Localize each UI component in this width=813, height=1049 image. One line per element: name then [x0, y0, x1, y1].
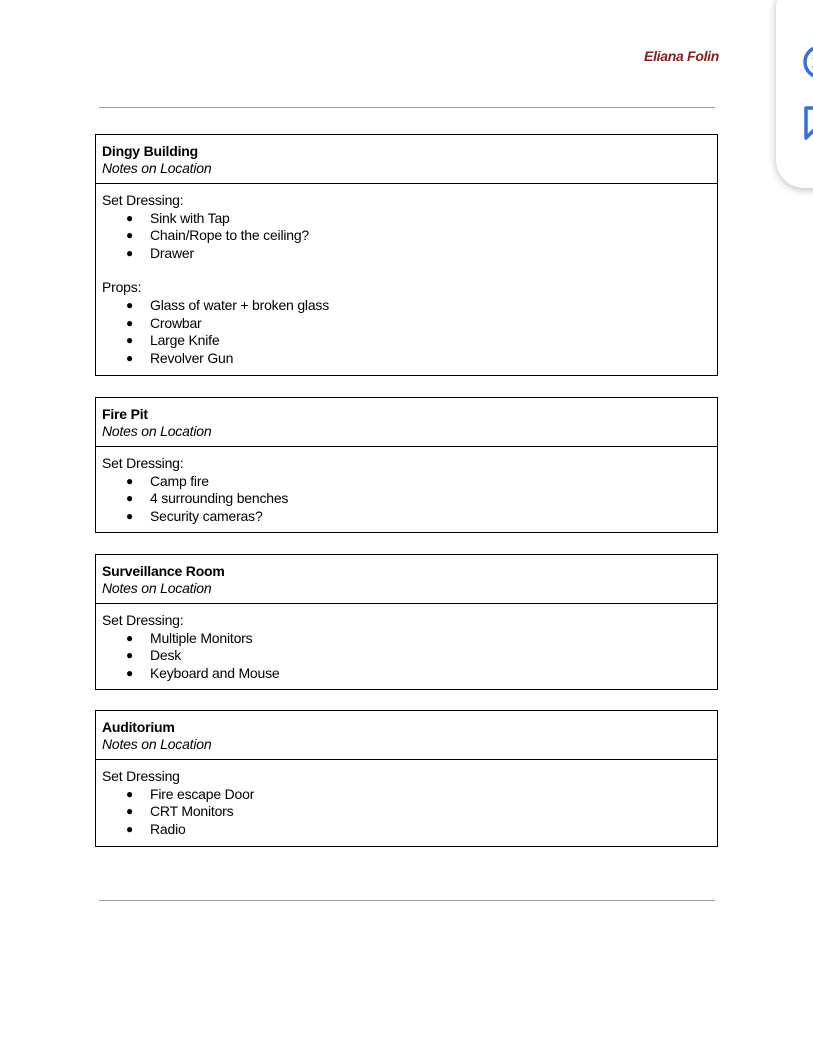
section-set-dressing	[102, 455, 711, 525]
list-item	[102, 473, 711, 491]
item-text: Fire escape Door	[150, 785, 255, 802]
bullet-icon: ●	[126, 508, 134, 523]
list-item	[102, 490, 711, 508]
location-notes: Notes on Location	[102, 423, 212, 439]
bullet-icon: ●	[126, 245, 134, 260]
item-list	[102, 630, 711, 683]
item-text: CRT Monitors	[150, 803, 234, 820]
item-text: Large Knife	[150, 332, 220, 349]
list-item	[102, 332, 711, 350]
bullet-icon: ●	[126, 665, 134, 680]
bullet-icon: ●	[126, 350, 134, 365]
location-body	[96, 184, 717, 373]
item-text: Crowbar	[150, 314, 202, 331]
add-comment-icon[interactable]	[796, 0, 813, 24]
section-title: Props:	[102, 279, 142, 296]
section-props	[102, 279, 711, 367]
bullet-icon: ●	[126, 210, 134, 225]
list-item	[102, 315, 711, 333]
list-item	[102, 227, 711, 245]
location-notes: Notes on Location	[102, 736, 212, 752]
list-item	[102, 647, 711, 665]
item-text: Multiple Monitors	[150, 629, 253, 646]
section-title: Set Dressing:	[102, 612, 184, 628]
author-name: Eliana Folin	[644, 48, 719, 64]
bullet-icon: ●	[126, 786, 134, 801]
list-item	[102, 508, 711, 526]
footer-divider	[99, 900, 715, 901]
location-table-dingy-building	[95, 134, 718, 376]
location-body	[96, 447, 717, 531]
bullet-icon: ●	[126, 297, 134, 312]
list-item	[102, 803, 711, 821]
location-header	[96, 398, 717, 447]
bullet-icon: ●	[126, 333, 134, 348]
location-header	[96, 555, 717, 604]
bullet-icon: ●	[126, 821, 134, 836]
item-text: 4 surrounding benches	[150, 490, 289, 507]
bullet-icon: ●	[126, 648, 134, 663]
item-text: Sink with Tap	[150, 209, 230, 226]
emoji-reaction-icon[interactable]	[796, 42, 813, 82]
item-text: Security cameras?	[150, 507, 263, 524]
location-name: Auditorium	[102, 719, 175, 735]
suggest-edit-icon[interactable]	[796, 102, 813, 142]
list-item	[102, 786, 711, 804]
bullet-icon: ●	[126, 804, 134, 819]
list-item	[102, 630, 711, 648]
location-table-auditorium	[95, 710, 718, 847]
location-notes: Notes on Location	[102, 580, 212, 596]
item-text: Camp fire	[150, 472, 209, 489]
header-divider	[99, 107, 715, 108]
section-set-dressing	[102, 192, 711, 262]
bullet-icon: ●	[126, 491, 134, 506]
list-item	[102, 821, 711, 839]
location-table-surveillance-room	[95, 554, 718, 690]
location-body	[96, 604, 717, 688]
item-text: Drawer	[150, 244, 194, 261]
item-text: Revolver Gun	[150, 349, 234, 366]
section-set-dressing	[102, 612, 711, 682]
list-item	[102, 350, 711, 368]
section-title: Set Dressing:	[102, 192, 184, 208]
location-notes: Notes on Location	[102, 160, 212, 176]
item-text: Chain/Rope to the ceiling?	[150, 227, 310, 244]
list-item	[102, 210, 711, 228]
item-text: Keyboard and Mouse	[150, 664, 280, 681]
section-title: Set Dressing:	[102, 455, 184, 471]
bullet-icon: ●	[126, 315, 134, 330]
bullet-icon: ●	[126, 228, 134, 243]
list-item	[102, 245, 711, 263]
item-list	[102, 297, 711, 367]
item-list	[102, 210, 711, 263]
list-item	[102, 665, 711, 683]
item-text: Desk	[150, 647, 182, 664]
bullet-icon: ●	[126, 473, 134, 488]
location-header	[96, 711, 717, 760]
section-set-dressing	[102, 768, 711, 838]
item-list	[102, 473, 711, 526]
bullet-icon: ●	[126, 630, 134, 645]
location-name: Surveillance Room	[102, 563, 225, 579]
location-name: Dingy Building	[102, 143, 198, 159]
location-table-fire-pit	[95, 397, 718, 533]
side-action-panel	[776, 0, 813, 188]
item-text: Radio	[150, 820, 186, 837]
section-title: Set Dressing	[102, 768, 180, 784]
location-name: Fire Pit	[102, 406, 148, 422]
list-item	[102, 297, 711, 315]
location-body	[96, 760, 717, 844]
item-text: Glass of water + broken glass	[150, 296, 330, 313]
item-list	[102, 786, 711, 839]
location-header	[96, 135, 717, 184]
